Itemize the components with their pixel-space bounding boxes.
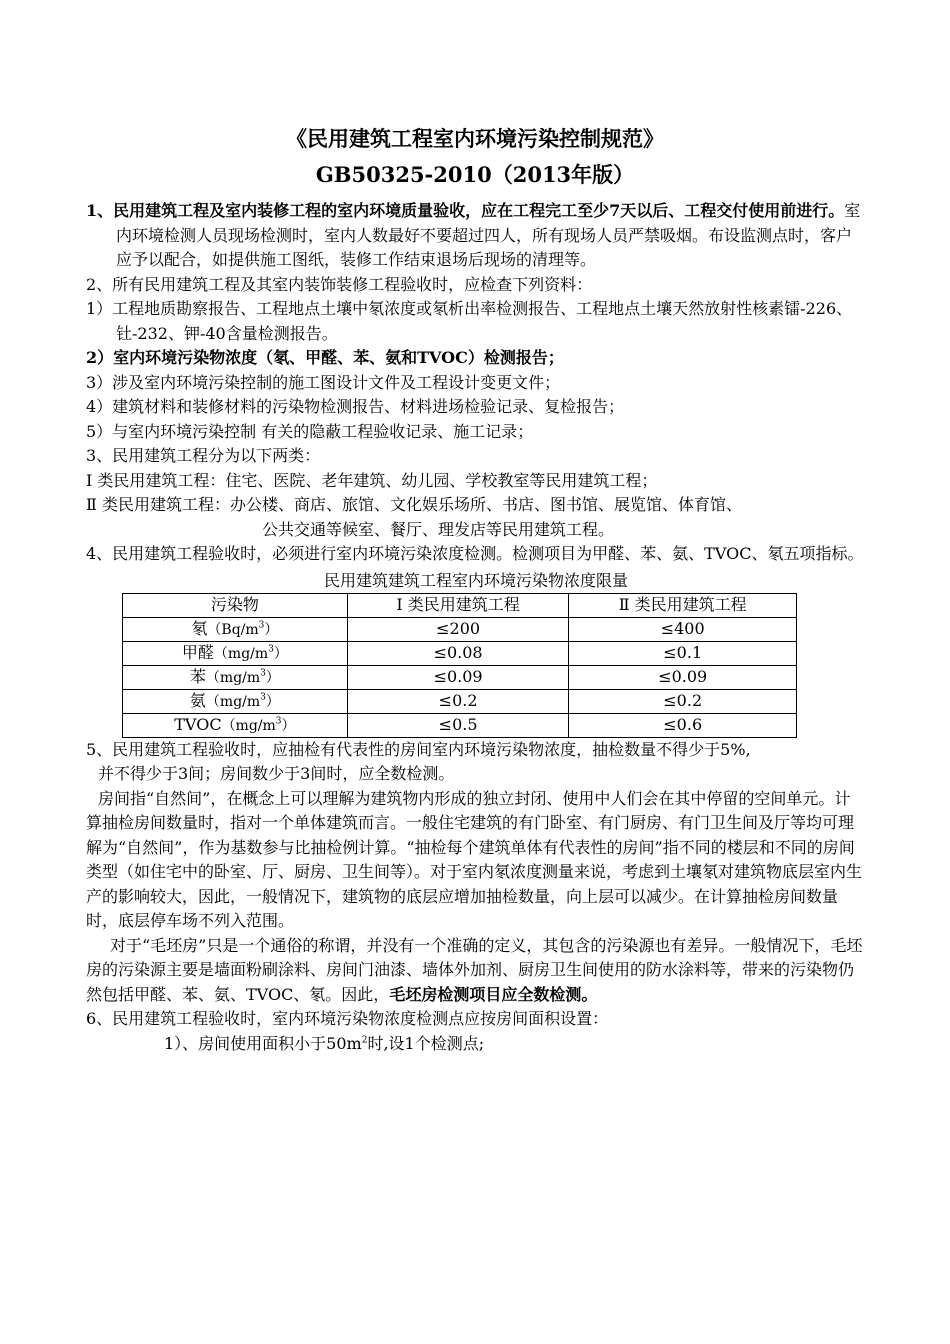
item-3-2b: 公共交通等候室、餐厅、理发店等民用建筑工程。 <box>262 519 615 539</box>
item-2-4: 4）建筑材料和装修材料的污染物检测报告、材料进场检验记录、复检报告； <box>86 397 625 416</box>
pollutant-unit: （mg/m <box>205 669 261 686</box>
table-row <box>123 689 797 713</box>
class-2-limit: ≤0.09 <box>569 665 797 689</box>
table-row <box>123 617 797 641</box>
document-body <box>86 199 866 1056</box>
class-1-limit: ≤0.2 <box>347 689 569 713</box>
item-6: 6、民用建筑工程验收时，室内环境污染物浓度检测点应按房间面积设置： <box>86 1009 609 1028</box>
item-1-text: 室内环境检测人员现场检测时，室内人数最好不要超过四人，所有现场人员严禁吸烟。布设监测点时，客户应予以配合，如提供施工图纸，装修工作结束退场后现场的清理等。 <box>116 201 861 269</box>
class-2-limit: ≤0.1 <box>569 641 797 665</box>
document-title: 《民用建筑工程室内环境污染控制规范》 <box>286 126 664 151</box>
item-1 <box>86 199 866 273</box>
unit-sup: 3 <box>258 620 265 631</box>
pollutant-name: 氨 <box>189 690 206 710</box>
pollutant-unit: （Bq/m <box>207 621 259 638</box>
document-subtitle: GB50325-2010（2013年版） <box>315 162 635 187</box>
unit-close: ） <box>281 717 296 734</box>
item-2-5: 5）与室内环境污染控制 有关的隐蔽工程验收记录、施工记录； <box>86 421 534 441</box>
item-3-1: Ⅰ 类民用建筑工程：住宅、医院、老年建筑、幼儿园、学校教室等民用建筑工程； <box>86 470 658 490</box>
item-3-2a: Ⅱ 类民用建筑工程：办公楼、商店、旅馆、文化娱乐场所、书店、图书馆、展览馆、体育馆、 <box>86 495 742 514</box>
table-row <box>123 713 797 737</box>
class-2-limit: ≤0.6 <box>569 713 797 737</box>
unit-close: ） <box>265 693 280 710</box>
item-2: 2、所有民用建筑工程及其室内装饰装修工程验收时，应检查下列资料： <box>86 274 593 294</box>
item-3: 3、民用建筑工程分为以下两类： <box>86 446 321 465</box>
unit-sup: 3 <box>268 644 274 655</box>
item-5c: 房间指“自然间”，在概念上可以理解为建筑物内形成的独立封闭、使用中人们会在其中停留的空间单元。计算抽检房间数量时，指对一个单体建筑而言。一般住宅建筑的有门卧室、有门厨房、有门卫生间及厅等均可理解为“自然间”，作为基数参与比抽检例计算。“抽检每个建筑单体有代表性的房间”指不同的楼层和不同的房间类型（如住宅中的卧室、厅、厨房、卫生间等）。对于室内氡浓度测量来说，考虑到土壤氡对建筑物底层室内生产的影响较大，因此，一般情况下，建筑物的底层应增加抽检数量，向上层可以减少。在计算抽检房间数量时，底层停车场不列入范围。 <box>86 788 863 930</box>
table-header-pollutant: 污染物 <box>123 593 348 617</box>
item-6-1 <box>86 1032 866 1057</box>
item-5d-text: 对于“毛坯房”只是一个通俗的称谓，并没有一个准确的定义，其包含的污染源也有差异。一般情况下，毛坯房的污染源主要是墙面粉刷涂料、房间门油漆、墙体外加剂、厨房卫生间使用的防水涂料等，带来的污染物仍然包括甲醛、苯、氨、TVOC、氡。因此， <box>86 935 863 1004</box>
unit-close: ） <box>264 621 279 638</box>
table-header-class-2: Ⅱ 类民用建筑工程 <box>569 593 797 617</box>
item-5d <box>86 934 866 1008</box>
class-1-limit: ≤0.09 <box>347 665 569 689</box>
pollutant-unit: （mg/m <box>221 717 276 734</box>
unit-sup: 3 <box>275 716 282 727</box>
pollutant-cell <box>123 617 348 641</box>
table-caption: 民用建筑建筑工程室内环境污染物浓度限量 <box>323 570 628 590</box>
pollutant-unit: （mg/m <box>213 645 269 662</box>
unit-close: ） <box>273 645 288 662</box>
class-1-limit: ≤200 <box>347 617 569 641</box>
item-5b: 并不得少于3间；房间数少于3间时，应全数检测。 <box>98 764 455 783</box>
class-2-limit: ≤0.2 <box>569 689 797 713</box>
item-6-1-text: 1）、房间使用面积小于50m <box>164 1033 362 1053</box>
pollutant-name: 氡 <box>191 618 208 638</box>
table-row <box>123 665 797 689</box>
pollutant-cell <box>123 665 348 689</box>
item-5a: 5、民用建筑工程验收时，应抽检有代表性的房间室内环境污染物浓度，抽检数量不得少于5%, <box>86 739 751 759</box>
pollutant-name: TVOC <box>174 714 222 734</box>
pollutant-cell <box>123 713 348 737</box>
class-1-limit: ≤0.5 <box>347 713 569 737</box>
table-row <box>123 641 797 665</box>
item-2-1: 1）工程地质勘察报告、工程地点土壤中氡浓度或氡析出率检测报告、工程地点土壤天然放射性核素镭-226、钍-232、钾-40含量检测报告。 <box>86 299 853 343</box>
pollutant-name: 苯 <box>189 666 206 686</box>
item-4: 4、民用建筑工程验收时，必须进行室内环境污染浓度检测。检测项目为甲醛、苯、氨、TVOC、氡五项指标。 <box>86 544 864 563</box>
pollutant-limit-table <box>122 593 797 738</box>
pollutant-name: 甲醛 <box>181 642 214 662</box>
unit-sup: 3 <box>260 668 266 679</box>
item-5d-bold: 毛坯房检测项目应全数检测。 <box>389 984 598 1004</box>
pollutant-cell <box>123 641 348 665</box>
unit-close: ） <box>265 669 280 686</box>
item-6-1-text-end: 时,设1个检测点; <box>367 1033 485 1053</box>
item-1-bold: 1、民用建筑工程及室内装修工程的室内环境质量验收，应在工程完工至少7天以后、工程交付使用前进行。 <box>86 201 845 220</box>
item-2-3: 3）涉及室内环境污染控制的施工图设计文件及工程设计变更文件； <box>86 372 561 392</box>
class-2-limit: ≤400 <box>569 617 797 641</box>
item-2-2: 2）室内环境污染物浓度（氡、甲醛、苯、氨和TVOC）检测报告； <box>86 348 564 367</box>
pollutant-cell <box>123 689 348 713</box>
table-header-class-1: Ⅰ 类民用建筑工程 <box>347 593 569 617</box>
class-1-limit: ≤0.08 <box>347 641 569 665</box>
pollutant-unit: （mg/m <box>205 693 261 710</box>
item-6-1-sup: 2 <box>361 1035 368 1046</box>
table-header-row <box>123 593 797 617</box>
unit-sup: 3 <box>260 692 266 703</box>
